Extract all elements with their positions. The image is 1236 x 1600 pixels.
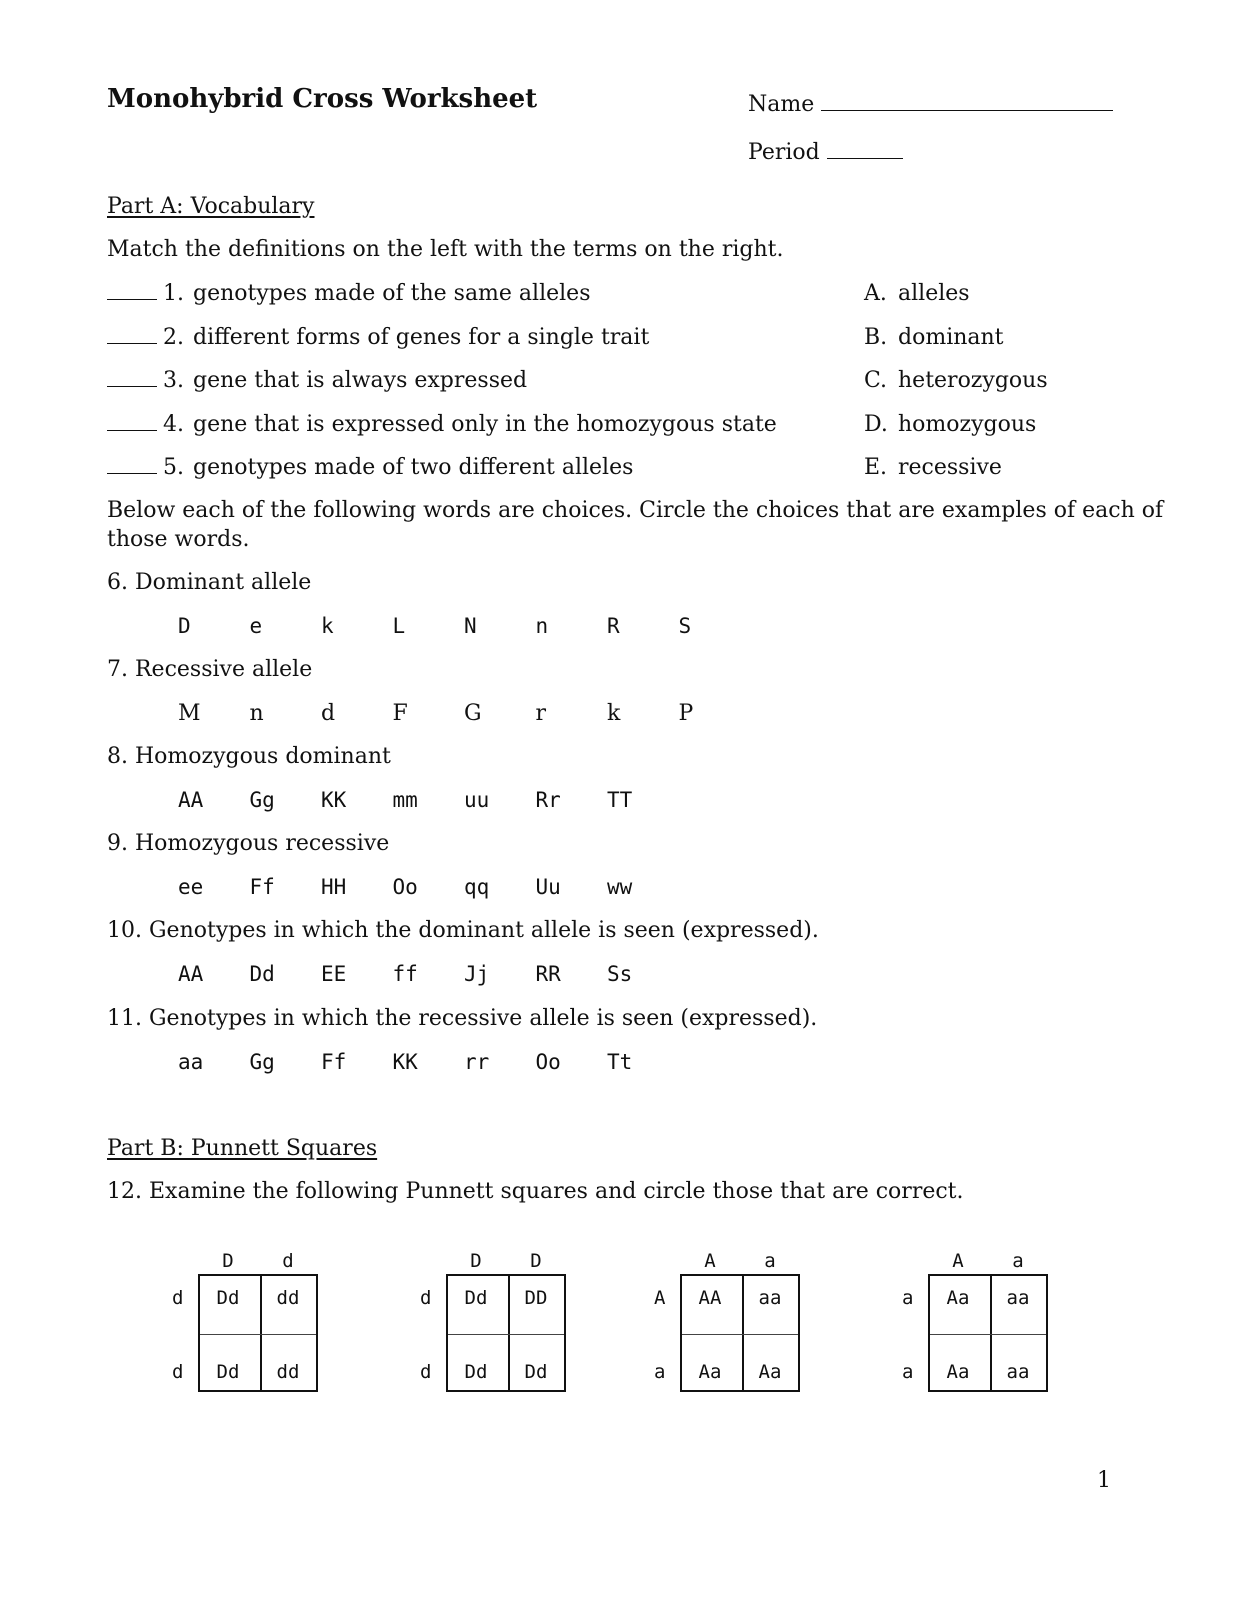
choice-option[interactable]: Uu: [535, 875, 561, 899]
punnett-square[interactable]: [170, 1250, 330, 1400]
punnett-left-allele: a: [654, 1361, 666, 1383]
choice-row: [178, 962, 778, 992]
choice-option[interactable]: Rr: [535, 788, 561, 812]
punnett-left-allele: d: [172, 1361, 184, 1383]
choice-option[interactable]: D: [178, 614, 191, 638]
choice-option[interactable]: e: [249, 614, 263, 638]
part-b-heading: Part B: Punnett Squares: [107, 1136, 378, 1161]
choice-option[interactable]: KK: [392, 1050, 418, 1074]
punnett-top-allele: A: [704, 1250, 716, 1272]
circle-instructions-cont: those words.: [107, 527, 250, 552]
choice-option[interactable]: KK: [321, 788, 347, 812]
answer-blank[interactable]: [107, 412, 157, 431]
grid-divider: [682, 1334, 798, 1335]
definition-row: 1. genotypes made of the same alleles: [107, 281, 590, 306]
part-a-heading: Part A: Vocabulary: [107, 194, 315, 219]
choice-option[interactable]: qq: [464, 875, 490, 899]
choice-option[interactable]: F: [392, 701, 408, 726]
choice-row: [178, 875, 778, 905]
punnett-left-allele: d: [420, 1287, 432, 1309]
choice-option[interactable]: R: [607, 614, 620, 638]
choice-option[interactable]: L: [392, 614, 406, 638]
punnett-cell: AA: [698, 1287, 722, 1309]
question-label: 8. Homozygous dominant: [107, 744, 391, 769]
question-label: 11. Genotypes in which the recessive allele is seen (expressed).: [107, 1006, 818, 1031]
choice-option[interactable]: M: [178, 701, 201, 726]
choice-row: [178, 701, 778, 731]
term-item: D. homozygous: [864, 412, 1037, 437]
definition-row: 5. genotypes made of two different alleles: [107, 455, 633, 480]
part-a-instructions: Match the definitions on the left with the terms on the right.: [107, 237, 784, 262]
term-item: C. heterozygous: [864, 368, 1048, 393]
worksheet-title: Monohybrid Cross Worksheet: [107, 84, 538, 114]
punnett-top-allele: a: [1012, 1250, 1024, 1272]
punnett-cell: aa: [1006, 1287, 1030, 1309]
term-item: B. dominant: [864, 325, 1004, 350]
punnett-square[interactable]: [652, 1250, 812, 1400]
choice-row: [178, 614, 778, 644]
grid-divider: [448, 1334, 564, 1335]
definition-row: 4. gene that is expressed only in the homozygous state: [107, 412, 777, 437]
choice-option[interactable]: Oo: [535, 1050, 561, 1074]
question-label: 9. Homozygous recessive: [107, 831, 390, 856]
punnett-left-allele: a: [902, 1361, 914, 1383]
choice-option[interactable]: k: [607, 701, 621, 726]
choice-option[interactable]: k: [321, 614, 334, 638]
question-label: 10. Genotypes in which the dominant allele is seen (expressed).: [107, 918, 819, 943]
choice-option[interactable]: TT: [607, 788, 633, 812]
definition-row: 3. gene that is always expressed: [107, 368, 527, 393]
punnett-cell: Dd: [524, 1361, 548, 1383]
choice-option[interactable]: G: [464, 701, 482, 726]
period-blank[interactable]: [827, 136, 903, 159]
part-b-question: 12. Examine the following Punnett squares and circle those that are correct.: [107, 1179, 964, 1204]
punnett-square[interactable]: [418, 1250, 578, 1400]
choice-option[interactable]: Dd: [249, 962, 275, 986]
punnett-cell: aa: [758, 1287, 782, 1309]
name-label: Name: [748, 92, 815, 117]
grid-divider: [200, 1334, 316, 1335]
punnett-top-allele: D: [530, 1250, 542, 1272]
choice-option[interactable]: r: [535, 701, 547, 726]
punnett-cell: Aa: [698, 1361, 722, 1383]
punnett-top-allele: D: [222, 1250, 234, 1272]
grid-divider: [930, 1334, 1046, 1335]
choice-option[interactable]: Tt: [607, 1050, 633, 1074]
punnett-cell: Aa: [946, 1287, 970, 1309]
punnett-cell: Dd: [464, 1361, 488, 1383]
punnett-cell: Dd: [216, 1287, 240, 1309]
choice-option[interactable]: Oo: [392, 875, 418, 899]
punnett-left-allele: a: [902, 1287, 914, 1309]
punnett-top-allele: A: [952, 1250, 964, 1272]
choice-row: [178, 788, 778, 818]
choice-option[interactable]: ee: [178, 875, 204, 899]
punnett-left-allele: d: [172, 1287, 184, 1309]
name-field[interactable]: [748, 88, 1113, 117]
choice-option[interactable]: n: [249, 701, 264, 726]
page-number: 1: [1097, 1468, 1111, 1493]
name-blank[interactable]: [821, 88, 1113, 111]
choice-option[interactable]: S: [678, 614, 692, 638]
question-label: 7. Recessive allele: [107, 657, 313, 682]
choice-option[interactable]: uu: [464, 788, 490, 812]
choice-option[interactable]: rr: [464, 1050, 490, 1074]
choice-option[interactable]: EE: [321, 962, 347, 986]
choice-option[interactable]: ww: [607, 875, 633, 899]
choice-option[interactable]: AA: [178, 962, 204, 986]
term-item: E. recessive: [864, 455, 1002, 480]
choice-option[interactable]: mm: [392, 788, 418, 812]
punnett-cell: DD: [524, 1287, 548, 1309]
choice-option[interactable]: HH: [321, 875, 347, 899]
choice-option[interactable]: Ff: [321, 1050, 347, 1074]
choice-option[interactable]: Jj: [464, 962, 490, 986]
choice-option[interactable]: Ss: [607, 962, 633, 986]
choice-row: [178, 1050, 778, 1080]
choice-option[interactable]: RR: [535, 962, 561, 986]
punnett-left-allele: d: [420, 1361, 432, 1383]
punnett-cell: dd: [276, 1361, 300, 1383]
punnett-cell: Aa: [946, 1361, 970, 1383]
punnett-top-allele: a: [764, 1250, 776, 1272]
choice-option[interactable]: Gg: [249, 788, 275, 812]
punnett-left-allele: A: [654, 1287, 666, 1309]
punnett-cell: Dd: [464, 1287, 488, 1309]
choice-option[interactable]: P: [678, 701, 694, 726]
choice-option[interactable]: Gg: [249, 1050, 275, 1074]
answer-blank[interactable]: [107, 281, 157, 300]
period-label: Period: [748, 140, 820, 165]
punnett-cell: Aa: [758, 1361, 782, 1383]
definition-row: 2. different forms of genes for a single trait: [107, 325, 649, 350]
choice-option[interactable]: aa: [178, 1050, 204, 1074]
choice-option[interactable]: d: [321, 701, 336, 726]
punnett-cell: dd: [276, 1287, 300, 1309]
punnett-cell: aa: [1006, 1361, 1030, 1383]
choice-option[interactable]: ff: [392, 962, 418, 986]
choice-option[interactable]: N: [464, 614, 477, 638]
punnett-square[interactable]: [900, 1250, 1060, 1400]
punnett-top-allele: D: [470, 1250, 482, 1272]
term-item: A. alleles: [864, 281, 970, 306]
answer-blank[interactable]: [107, 368, 157, 387]
punnett-top-allele: d: [282, 1250, 294, 1272]
punnett-cell: Dd: [216, 1361, 240, 1383]
choice-option[interactable]: n: [535, 614, 549, 638]
question-label: 6. Dominant allele: [107, 570, 312, 595]
answer-blank[interactable]: [107, 455, 157, 474]
choice-option[interactable]: Ff: [249, 875, 275, 899]
circle-instructions: Below each of the following words are choices. Circle the choices that are examples of each of: [107, 498, 1164, 523]
period-field[interactable]: [748, 136, 903, 165]
choice-option[interactable]: AA: [178, 788, 204, 812]
answer-blank[interactable]: [107, 325, 157, 344]
